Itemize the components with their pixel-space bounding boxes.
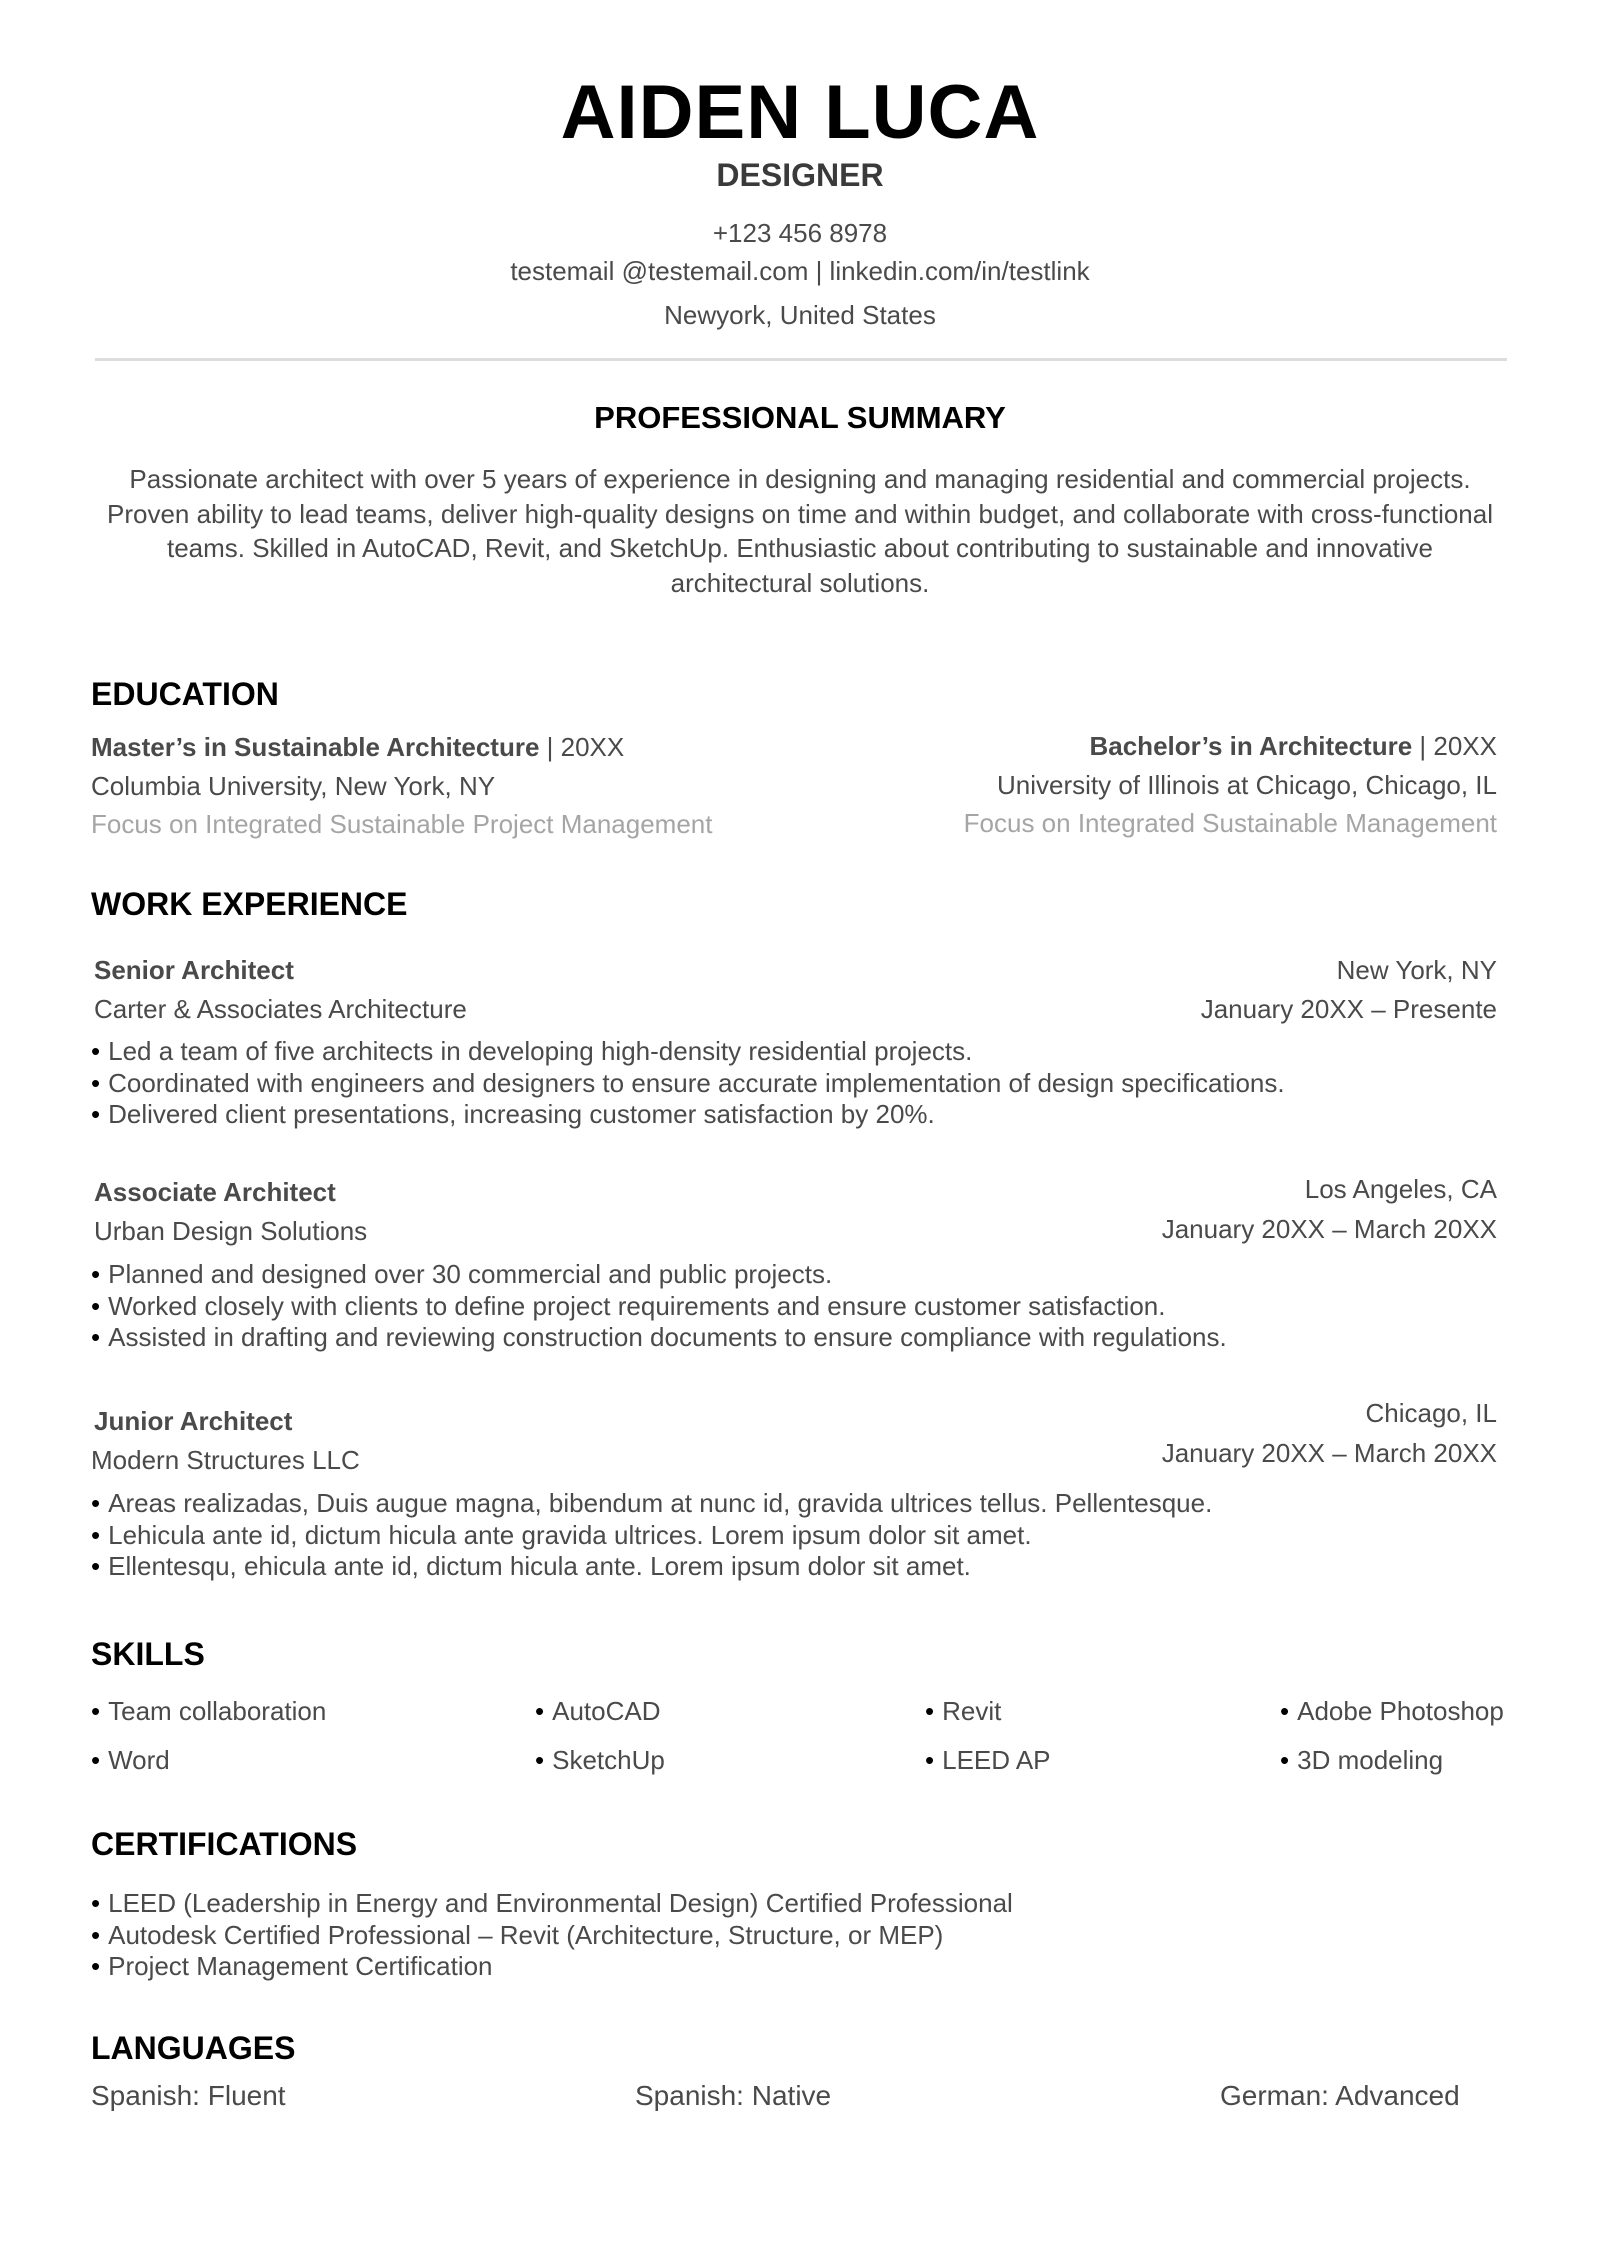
- contact-phone: +123 456 8978: [712, 218, 888, 248]
- job-dates: January 20XX – Presente: [1200, 994, 1497, 1024]
- education-school: Columbia University, New York, NY: [91, 771, 496, 801]
- summary-text: Passionate architect with over 5 years of experience in designing and managing residential and commercial projects. Proven ability to lead teams, deliver high-quality designs on time and within budget, and collaborate with cross-functional teams. Skilled in AutoCAD, Revit, and SketchUp. Enthusiastic about contributing to sustainable and innovative architectural solutions.: [107, 464, 1493, 598]
- job-company: Modern Structures LLC: [91, 1445, 360, 1475]
- degree-name: Bachelor’s in Architecture: [1089, 731, 1413, 761]
- education-entry-degree: [91, 732, 624, 763]
- education-entry-degree: [1089, 731, 1497, 762]
- skills-heading: SKILLS: [91, 1636, 205, 1672]
- skill-item: • AutoCAD: [535, 1696, 661, 1727]
- job-bullet: • Lehicula ante id, dictum hicula ante gravida ultrices. Lorem ipsum dolor sit amet.: [91, 1520, 1212, 1552]
- degree-year: 20XX: [560, 732, 625, 762]
- certification-item: • LEED (Leadership in Energy and Environmental Design) Certified Professional: [91, 1888, 1013, 1920]
- job-bullet: • Planned and designed over 30 commercial and public projects.: [91, 1259, 1227, 1291]
- job-bullet: • Coordinated with engineers and designers to ensure accurate implementation of design specifications.: [91, 1068, 1285, 1100]
- job-location: Chicago, IL: [1365, 1398, 1497, 1428]
- language-item: Spanish: Fluent: [91, 2080, 286, 2111]
- education-school: University of Illinois at Chicago, Chicago, IL: [996, 770, 1497, 800]
- certifications-list: [91, 1888, 1013, 1983]
- job-role: Junior Architect: [94, 1406, 293, 1436]
- job-company: Carter & Associates Architecture: [94, 994, 467, 1024]
- degree-year: 20XX: [1433, 731, 1497, 761]
- degree-separator: |: [539, 732, 561, 762]
- language-item: Spanish: Native: [635, 2080, 832, 2111]
- skill-item: • 3D modeling: [1280, 1745, 1443, 1776]
- contact-location: Newyork, United States: [664, 300, 936, 330]
- header-divider: [95, 358, 1507, 361]
- job-bullet: • Delivered client presentations, increasing customer satisfaction by 20%.: [91, 1099, 1285, 1131]
- job-location: New York, NY: [1336, 955, 1497, 985]
- degree-separator: |: [1412, 731, 1434, 761]
- job-role: Senior Architect: [94, 955, 294, 985]
- skill-item: • Adobe Photoshop: [1280, 1696, 1504, 1727]
- skill-item: • Revit: [925, 1696, 1001, 1727]
- job-bullet: • Worked closely with clients to define project requirements and ensure customer satisfaction.: [91, 1291, 1227, 1323]
- job-bullet: • Areas realizadas, Duis augue magna, bibendum at nunc id, gravida ultrices tellus. Pellentesque.: [91, 1488, 1212, 1520]
- education-heading: EDUCATION: [91, 676, 279, 712]
- job-bullets: [91, 1259, 1227, 1354]
- skill-item: • Team collaboration: [91, 1696, 326, 1727]
- certification-item: • Autodesk Certified Professional – Revit (Architecture, Structure, or MEP): [91, 1920, 1013, 1952]
- job-bullets: [91, 1036, 1285, 1131]
- job-bullet: • Ellentesqu, ehicula ante id, dictum hicula ante. Lorem ipsum dolor sit amet.: [91, 1551, 1212, 1583]
- languages-heading: LANGUAGES: [91, 2030, 296, 2066]
- job-role: Associate Architect: [94, 1177, 336, 1207]
- skill-item: • LEED AP: [925, 1745, 1051, 1776]
- summary-heading: PROFESSIONAL SUMMARY: [594, 400, 1006, 435]
- education-focus: Focus on Integrated Sustainable Management: [963, 808, 1497, 838]
- education-focus: Focus on Integrated Sustainable Project Management: [91, 809, 713, 839]
- job-dates: January 20XX – March 20XX: [1161, 1438, 1497, 1468]
- contact-email-linkedin: testemail @testemail.com | linkedin.com/in/testlink: [510, 256, 1090, 286]
- job-bullets: [91, 1488, 1212, 1583]
- work-heading: WORK EXPERIENCE: [91, 886, 408, 922]
- job-dates: January 20XX – March 20XX: [1161, 1214, 1497, 1244]
- certification-item: • Project Management Certification: [91, 1951, 1013, 1983]
- certifications-heading: CERTIFICATIONS: [91, 1826, 358, 1862]
- candidate-name: AIDEN LUCA: [560, 70, 1040, 155]
- candidate-title: DESIGNER: [716, 157, 884, 193]
- language-item: German: Advanced: [1220, 2080, 1460, 2111]
- skill-item: • SketchUp: [535, 1745, 665, 1776]
- degree-name: Master’s in Sustainable Architecture: [91, 732, 540, 762]
- job-company: Urban Design Solutions: [94, 1216, 368, 1246]
- job-bullet: • Led a team of five architects in developing high-density residential projects.: [91, 1036, 1285, 1068]
- job-location: Los Angeles, CA: [1304, 1174, 1497, 1204]
- job-bullet: • Assisted in drafting and reviewing construction documents to ensure compliance with regulations.: [91, 1322, 1227, 1354]
- skill-item: • Word: [91, 1745, 170, 1776]
